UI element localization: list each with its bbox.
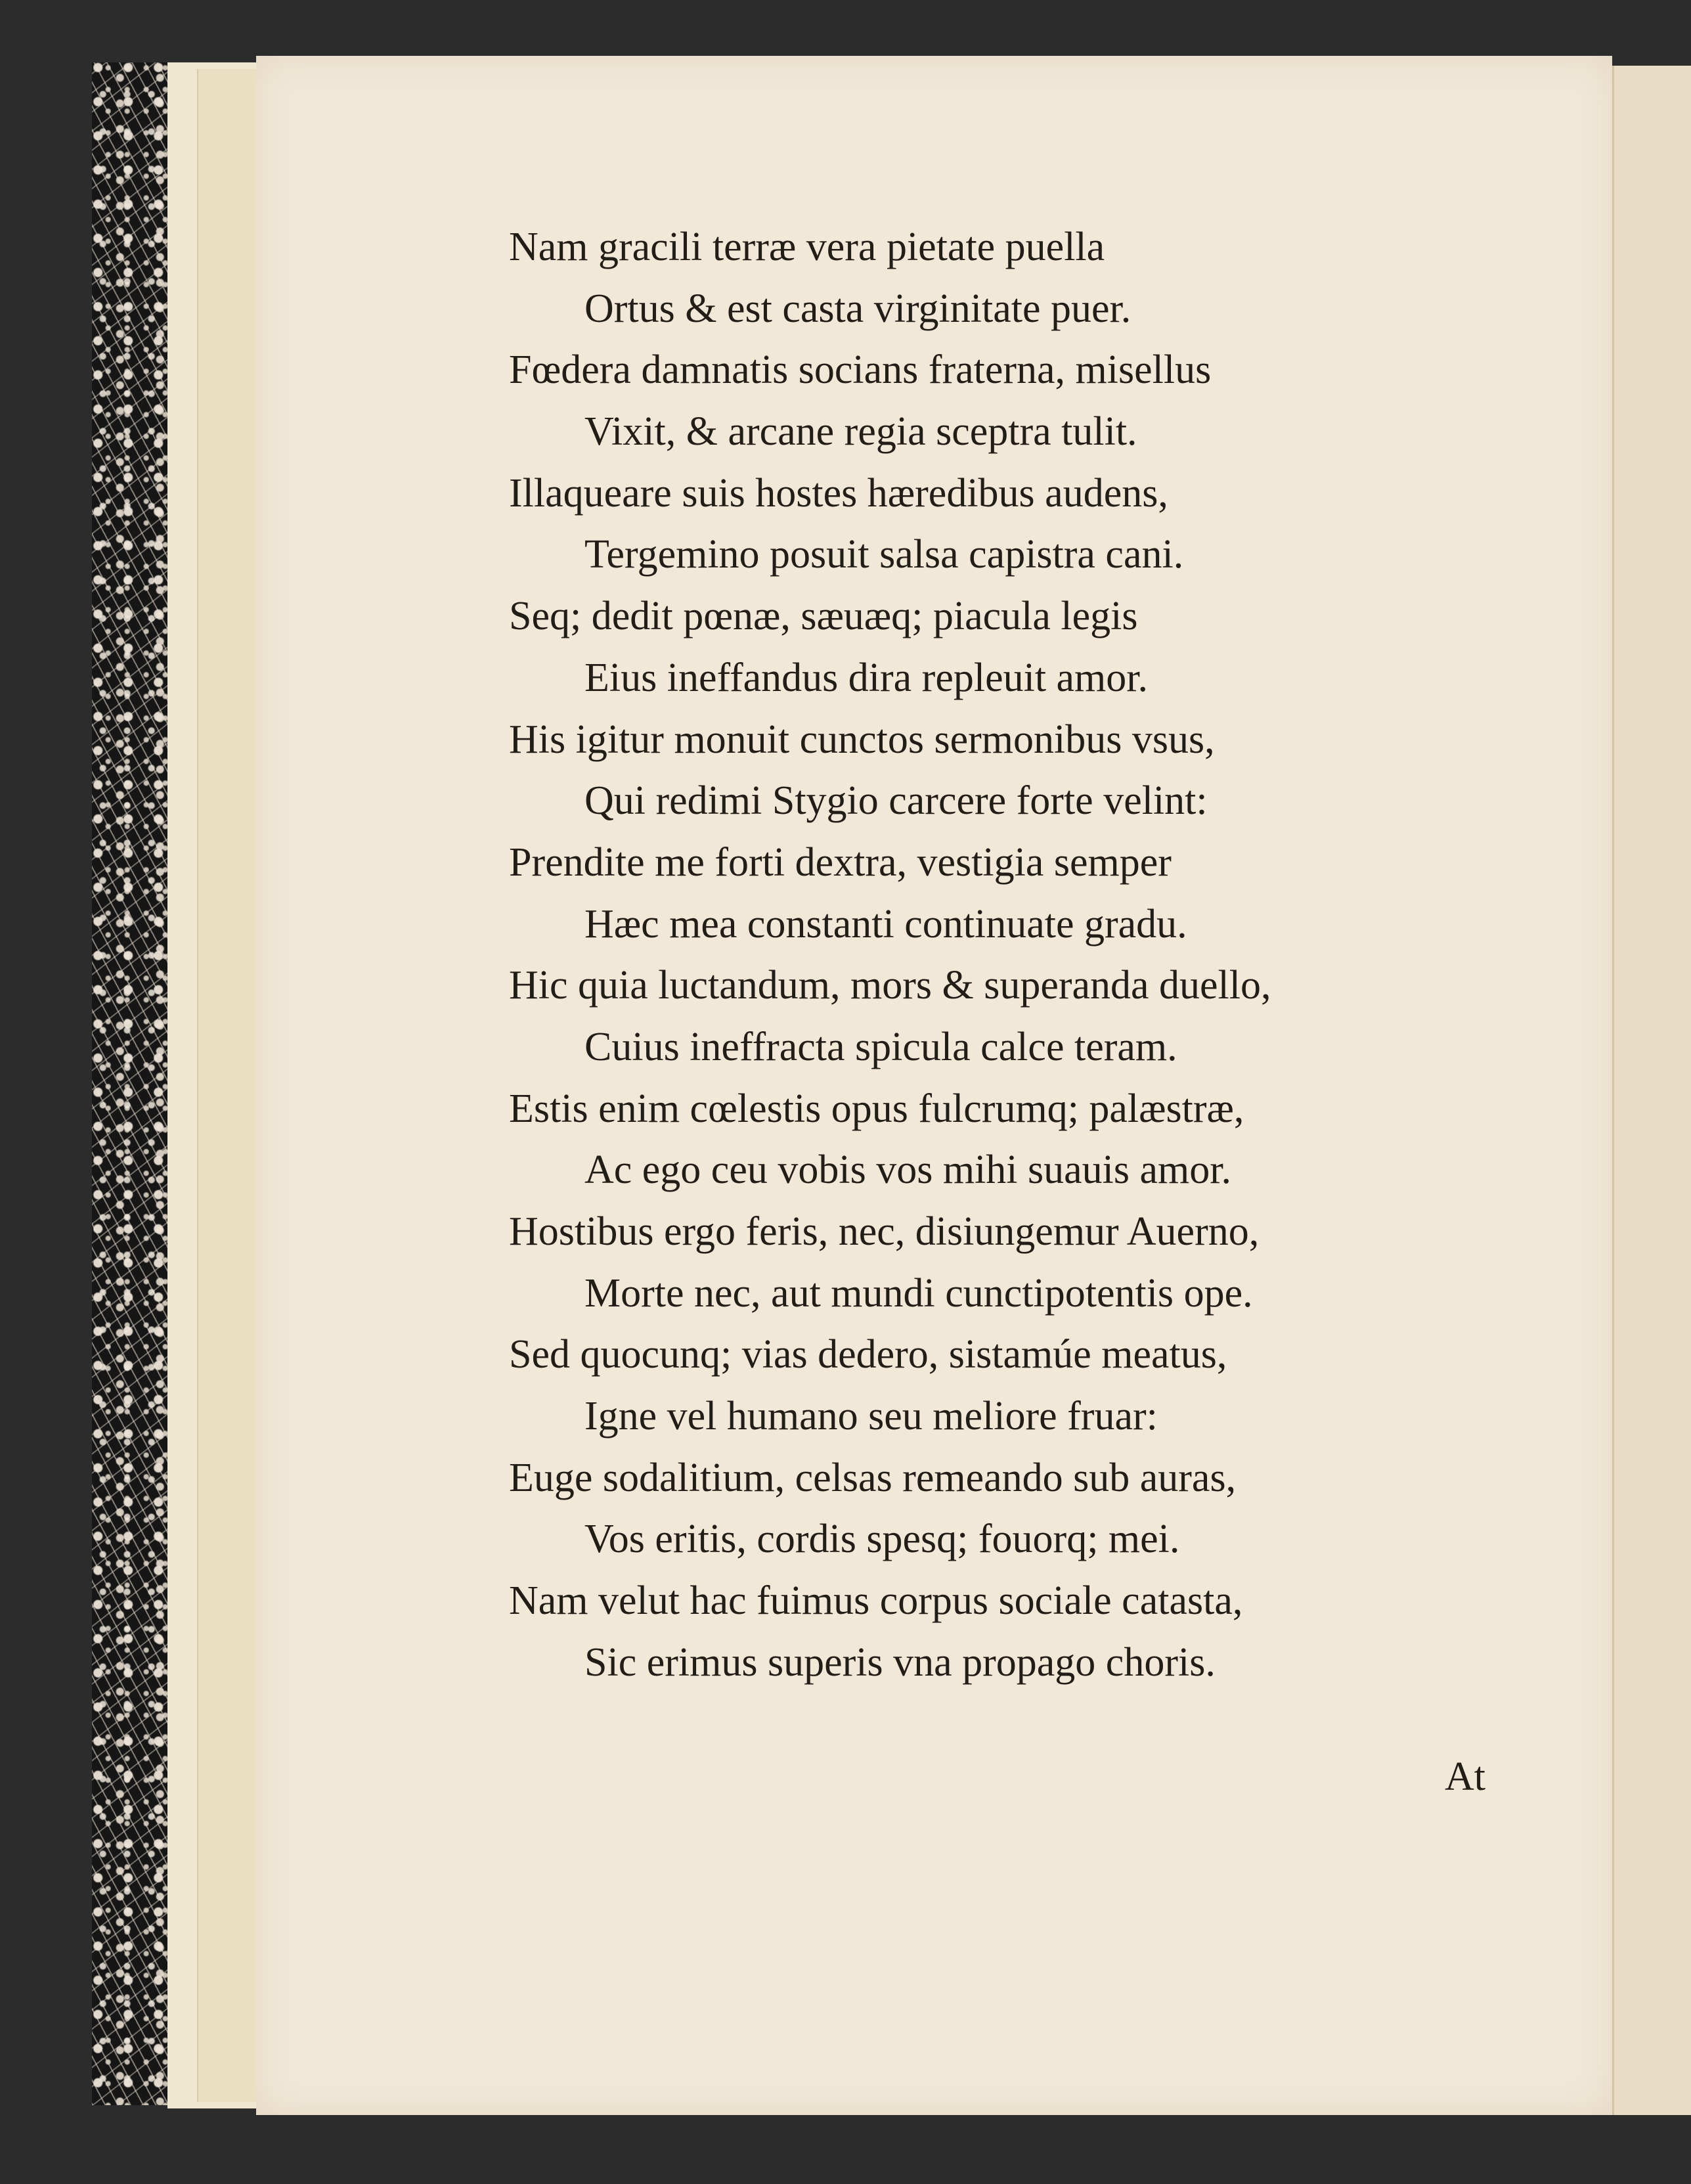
catchword: At bbox=[1445, 1754, 1485, 1799]
verse-line: Hostibus ergo feris, nec, disiungemur Auerno, bbox=[509, 1209, 1260, 1254]
verse-line: Nam gracili terræ vera pietate puella bbox=[509, 225, 1105, 269]
verse-line: Nam velut hac fuimus corpus sociale catasta, bbox=[509, 1578, 1243, 1624]
facing-page-edge bbox=[1612, 66, 1691, 2115]
verse-line: Sic erimus superis vna propago choris. bbox=[584, 1639, 1216, 1685]
verse-line: Estis enim cœlestis opus fulcrumq; palæstræ, bbox=[509, 1086, 1244, 1131]
verse-line: Vos eritis, cordis spesq; fouorq; mei. bbox=[584, 1517, 1180, 1562]
book-page bbox=[256, 56, 1612, 2115]
verse-line: Prendite me forti dextra, vestigia semper bbox=[509, 839, 1172, 885]
verse-line: Ortus & est casta virginitate puer. bbox=[584, 286, 1131, 331]
verse-line: Ac ego ceu vobis vos mihi suauis amor. bbox=[584, 1148, 1231, 1193]
verse-line: Vixit, & arcane regia sceptra tulit. bbox=[584, 409, 1137, 455]
verse-line: Eius ineffandus dira repleuit amor. bbox=[584, 655, 1149, 700]
verse-line: Fœdera damnatis socians fraterna, misellus bbox=[509, 347, 1212, 393]
verse-line: Euge sodalitium, celsas remeando sub auras, bbox=[509, 1455, 1237, 1500]
marbled-binding bbox=[92, 62, 167, 2105]
verse-line: Morte nec, aut mundi cunctipotentis ope. bbox=[584, 1270, 1253, 1316]
verse-line: Qui redimi Stygio carcere forte velint: bbox=[584, 778, 1208, 824]
verse-line: Cuius ineffracta spicula calce teram. bbox=[584, 1024, 1177, 1069]
poem-text bbox=[509, 217, 1271, 1694]
verse-line: Illaqueare suis hostes hæredibus audens, bbox=[509, 470, 1168, 516]
verse-line: Igne vel humano seu meliore fruar: bbox=[584, 1394, 1158, 1439]
verse-line: Sed quocunq; vias dedero, sistamúe meatus, bbox=[509, 1332, 1227, 1377]
verse-line: Hic quia luctandum, mors & superanda duello, bbox=[509, 963, 1271, 1008]
verse-line: Tergemino posuit salsa capistra cani. bbox=[584, 532, 1184, 577]
verse-line: Seq; dedit pœnæ, sæuæq; piacula legis bbox=[509, 594, 1138, 639]
page-edges bbox=[197, 69, 257, 2102]
verse-line: Hæc mea constanti continuate gradu. bbox=[584, 901, 1187, 947]
verse-line: His igitur monuit cunctos sermonibus vsus, bbox=[509, 717, 1215, 762]
